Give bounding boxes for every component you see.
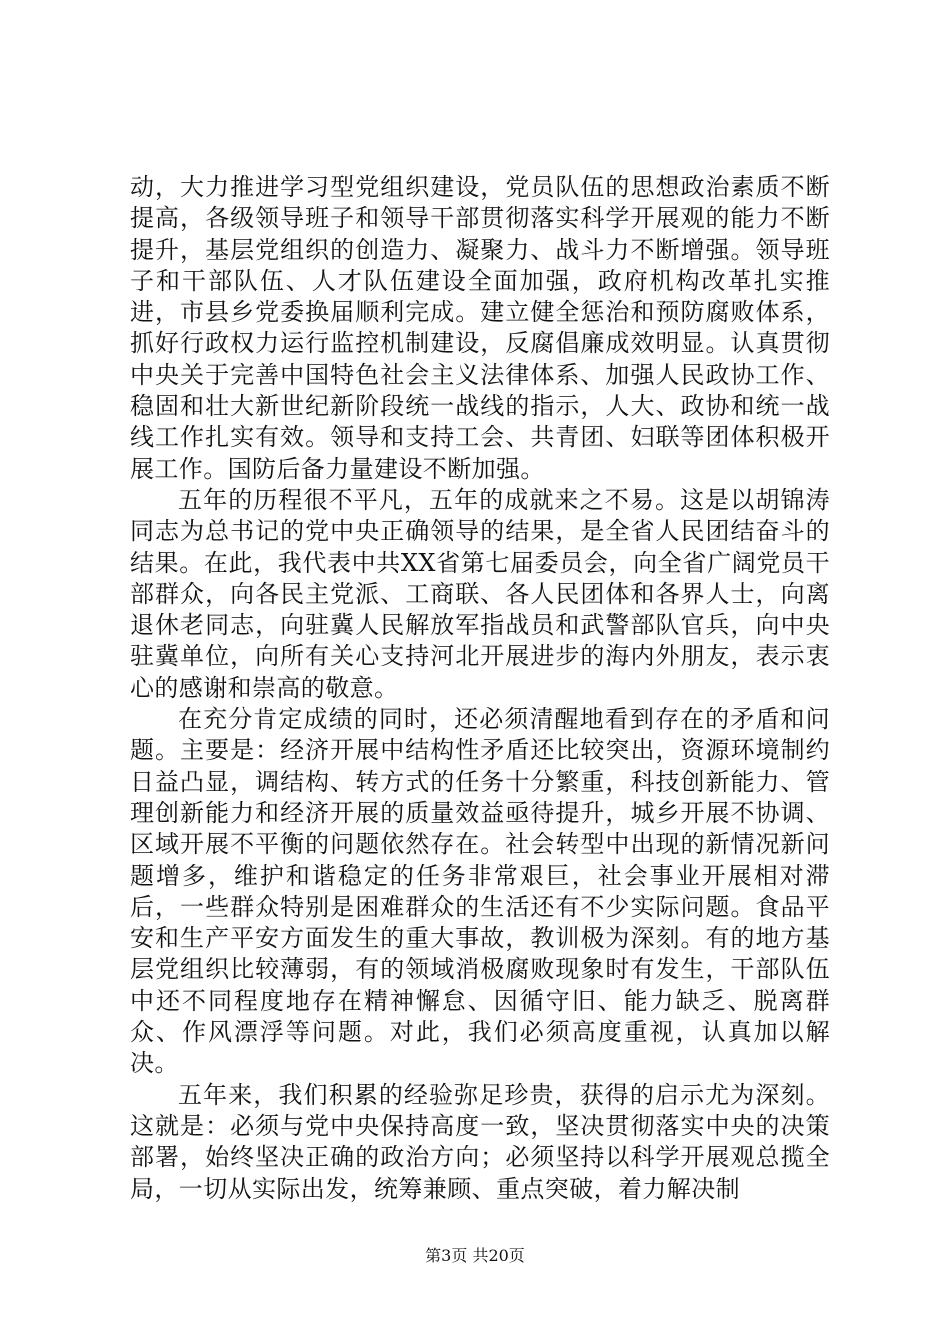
paragraph-1: 动，大力推进学习型党组织建设，党员队伍的思想政治素质不断提高，各级领导班子和领导干部贯彻落实科学开展观的能力不断提升，基层党组织的创造力、凝聚力、战斗力不断增强。领导班子和干部队伍、人才队伍建设全面加强，政府机构改革扎实推进，市县乡党委换届顺利完成。建立健全惩治和预防腐败体系，抓好行政权力运行监控机制建设，反腐倡廉成效明显。认真贯彻中央关于完善中国特色社会主义法律体系、加强人民政协工作、稳固和壮大新世纪新阶段统一战线的指示，人大、政协和统一战线工作扎实有效。领导和支持工会、共青团、妇联等团体积极开展工作。国防后备力量建设不断加强。 xyxy=(130,173,830,483)
paragraph-4: 五年来，我们积累的经验弥足珍贵，获得的启示尤为深刻。这就是：必须与党中央保持高度一致，坚决贯彻落实中央的决策部署，始终坚决正确的政治方向；必须坚持以科学开展观总揽全局，一切从实际出发，统筹兼顾、重点突破，着力解决制 xyxy=(130,1080,830,1203)
paragraph-2: 五年的历程很不平凡，五年的成就来之不易。这是以胡锦涛同志为总书记的党中央正确领导的结果，是全省人民团结奋斗的结果。在此，我代表中共XX省第七届委员会，向全省广阔党员干部群众，向各民主党派、工商联、各人民团体和各界人士，向离退休老同志，向驻冀人民解放军指战员和武警部队官兵，向中央驻冀单位，向所有关心支持河北开展进步的海内外朋友，表示衷心的感谢和崇高的敬意。 xyxy=(130,485,830,702)
page-footer: 第3页 共20页 xyxy=(425,1246,525,1265)
paragraph-3: 在充分肯定成绩的同时，还必须清醒地看到存在的矛盾和问题。主要是：经济开展中结构性矛盾还比较突出，资源环境制约日益凸显，调结构、转方式的任务十分繁重，科技创新能力、管理创新能力和经济开展的质量效益亟待提升，城乡开展不协调、区域开展不平衡的问题依然存在。社会转型中出现的新情况新问题增多，维护和谐稳定的任务非常艰巨，社会事业开展相对滞后，一些群众特别是困难群众的生活还有不少实际问题。食品平安和生产平安方面发生的重大事故，教训极为深刻。有的地方基层党组织比较薄弱，有的领域消极腐败现象时有发生，干部队伍中还不同程度地存在精神懈怠、因循守旧、能力缺乏、脱离群众、作风漂浮等问题。对此，我们必须高度重视，认真加以解决。 xyxy=(130,705,830,1078)
body-text xyxy=(130,172,830,1205)
